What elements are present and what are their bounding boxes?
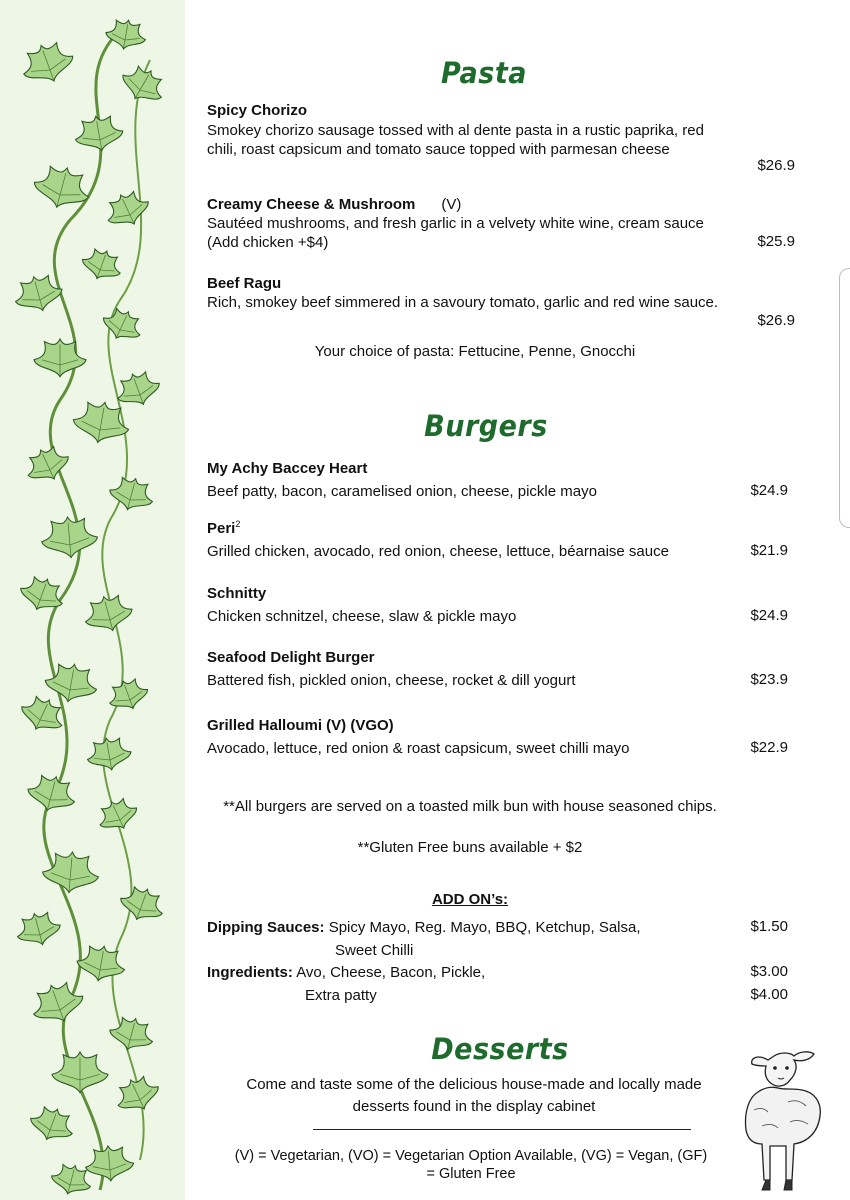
burger-item-name: Seafood Delight Burger [207,649,375,666]
extra-patty-label: Extra patty [305,987,377,1004]
sauces-row [207,918,687,937]
gluten-free-note: **Gluten Free buns available + $2 [357,839,583,856]
extra-patty-price: $4.00 [750,986,788,1003]
burger-item-price: $24.9 [750,482,788,499]
burger-item-name: Grilled Halloumi (V) (VGO) [207,717,394,734]
pasta-item-price: $26.9 [757,157,795,174]
pasta-item-name: Beef Ragu [207,275,282,292]
burger-item-desc: Battered fish, pickled onion, cheese, rocket & dill yogurt [207,672,576,689]
addons-title: ADD ON’s: [431,891,509,908]
burger-item-desc: Avocado, lettuce, red onion & roast capsicum, sweet chilli mayo [207,740,630,757]
pasta-choice-note: Your choice of pasta: Fettucine, Penne, Gnocchi [314,343,636,360]
divider-line [313,1129,691,1130]
pasta-item-name: Spicy Chorizo [207,102,308,119]
veg-tag: (V) [441,196,462,213]
burger-item-desc: Chicken schnitzel, cheese, slaw & pickle mayo [207,608,517,625]
ingredients-row [207,963,687,982]
pasta-item-name: Creamy Cheese & Mushroom (V) [207,196,462,213]
pasta-item-desc: Rich, smokey beef simmered in a savoury tomato, garlic and red wine sauce. [207,294,719,311]
sauces-price: $1.50 [750,918,788,935]
burger-item-price: $24.9 [750,607,788,624]
ingredients-label: Ingredients: [207,964,293,981]
lamb-illustration [728,1040,838,1200]
burger-item-desc: Grilled chicken, avocado, red onion, cheese, lettuce, béarnaise sauce [207,543,669,560]
burgers-heading: Burgers [424,409,548,444]
sauces-label: Dipping Sauces: [207,919,325,936]
burger-item-name: My Achy Baccey Heart [207,460,368,477]
pasta-item-price: $25.9 [757,233,795,250]
desserts-text: Come and taste some of the delicious house-made and locally made desserts found in the display cabinet [246,1076,702,1115]
burger-item-desc: Beef patty, bacon, caramelised onion, cheese, pickle mayo [207,483,597,500]
burger-item-price: $22.9 [750,739,788,756]
dietary-legend: (V) = Vegetarian, (VO) = Vegetarian Option Available, (VG) = Vegan, (GF) = Gluten Free [234,1148,708,1182]
pasta-item-desc: Sautéed mushrooms, and fresh garlic in a velvety white wine, cream sauce (Add chicken +$4) [207,215,704,251]
burger-item-price: $23.9 [750,671,788,688]
pasta-item-desc: Smokey chorizo sausage tossed with al dente pasta in a rustic paprika, red chili, roast capsicum and tomato sauce topped with parmesan cheese [207,122,704,158]
ingredients-list: Avo, Cheese, Bacon, Pickle, [296,964,486,981]
pasta-heading: Pasta [441,56,527,91]
desserts-heading: Desserts [431,1032,569,1067]
pasta-item-price: $26.9 [757,312,795,329]
ingredients-price: $3.00 [750,963,788,980]
sauces-list-cont: Sweet Chilli [335,942,414,959]
superscript: 2 [235,519,241,529]
burger-item-name: Peri$^2$ [207,519,241,537]
burger-note: **All burgers are served on a toasted milk bun with house seasoned chips. [223,798,717,815]
burger-item-name: Schnitty [207,585,267,602]
burger-item-price: $21.9 [750,542,788,559]
sauces-list: Spicy Mayo, Reg. Mayo, BBQ, Ketchup, Salsa, [328,919,641,936]
